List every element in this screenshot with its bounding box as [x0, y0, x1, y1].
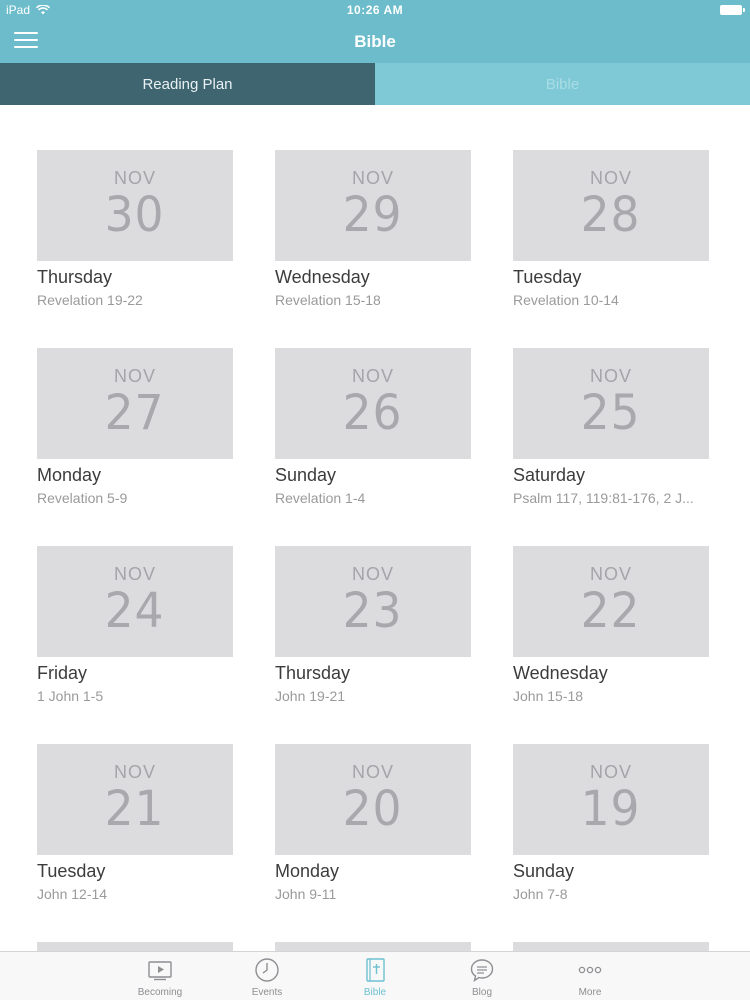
date-tile	[275, 744, 471, 855]
date-day: 19	[581, 781, 641, 837]
reading-card[interactable]	[37, 744, 233, 902]
tab-becoming[interactable]	[115, 956, 205, 998]
reading-weekday: Tuesday	[513, 267, 582, 287]
date-tile	[275, 546, 471, 657]
date-tile	[37, 546, 233, 657]
date-day: 23	[343, 583, 403, 639]
reading-passage: John 7-8	[513, 886, 568, 902]
reading-card[interactable]	[513, 348, 709, 506]
more-dots-icon	[576, 956, 604, 984]
reading-card[interactable]	[37, 942, 233, 951]
date-day: 25	[581, 385, 641, 441]
date-day: 29	[343, 187, 403, 243]
reading-card[interactable]	[513, 942, 709, 951]
date-month: NOV	[589, 564, 632, 584]
date-tile	[513, 744, 709, 855]
tab-bible-nav[interactable]	[330, 956, 420, 998]
tab-blog[interactable]	[437, 956, 527, 998]
reading-passage: Revelation 19-22	[37, 292, 143, 308]
reading-weekday: Monday	[275, 861, 340, 881]
status-time: 10:26 AM	[346, 3, 404, 17]
date-tile	[513, 942, 709, 951]
reading-plan-grid	[0, 105, 750, 951]
date-month: NOV	[113, 762, 156, 782]
reading-card[interactable]	[275, 942, 471, 951]
page-title: Bible	[354, 32, 396, 51]
reading-card[interactable]	[513, 150, 709, 308]
date-tile	[275, 942, 471, 951]
date-month: NOV	[113, 564, 156, 584]
reading-weekday: Saturday	[513, 465, 586, 485]
tab-label: More	[578, 987, 602, 998]
reading-weekday: Sunday	[513, 861, 575, 881]
date-month: NOV	[113, 366, 156, 386]
date-day: 26	[343, 385, 403, 441]
reading-card[interactable]	[37, 546, 233, 704]
date-month: NOV	[113, 168, 156, 188]
date-tile	[513, 546, 709, 657]
reading-card[interactable]	[275, 546, 471, 704]
date-tile	[37, 744, 233, 855]
date-tile	[275, 150, 471, 261]
tab-label: Becoming	[137, 987, 183, 998]
date-month: NOV	[351, 168, 394, 188]
date-tile	[513, 348, 709, 459]
reading-passage: Revelation 10-14	[513, 292, 619, 308]
reading-card[interactable]	[37, 150, 233, 308]
tab-bible[interactable]: Bible	[375, 63, 750, 105]
navigation-bar	[0, 20, 750, 63]
reading-passage: John 19-21	[275, 688, 346, 704]
reading-weekday: Sunday	[275, 465, 337, 485]
reading-card[interactable]	[275, 150, 471, 308]
reading-passage: Revelation 15-18	[275, 292, 381, 308]
reading-passage: John 9-11	[275, 886, 337, 902]
reading-weekday: Thursday	[275, 663, 351, 683]
battery-icon	[720, 5, 742, 15]
reading-passage: John 12-14	[37, 886, 108, 902]
tab-more[interactable]	[545, 956, 635, 998]
date-tile	[275, 348, 471, 459]
play-video-icon	[146, 956, 174, 984]
reading-card[interactable]	[513, 546, 709, 704]
date-tile	[37, 942, 233, 951]
date-month: NOV	[589, 762, 632, 782]
bible-book-icon	[361, 956, 389, 984]
tab-label: Events	[251, 987, 283, 998]
reading-passage: John 15-18	[513, 688, 584, 704]
reading-weekday: Monday	[37, 465, 102, 485]
carrier-label: iPad	[6, 3, 31, 17]
date-day: 30	[105, 187, 165, 243]
reading-passage: Psalm 117, 119:81-176, 2 J...	[513, 490, 694, 506]
date-month: NOV	[589, 366, 632, 386]
reading-weekday: Friday	[37, 663, 88, 683]
reading-weekday: Wednesday	[513, 663, 608, 683]
date-month: NOV	[351, 564, 394, 584]
tab-label: Bible	[363, 987, 387, 998]
date-day: 28	[581, 187, 641, 243]
reading-passage: 1 John 1-5	[37, 688, 104, 704]
reading-weekday: Wednesday	[275, 267, 370, 287]
date-month: NOV	[351, 762, 394, 782]
reading-card[interactable]	[513, 744, 709, 902]
bottom-tab-bar	[0, 951, 750, 1000]
date-month: NOV	[351, 366, 394, 386]
tab-events[interactable]	[222, 956, 312, 998]
speech-bubble-icon	[468, 956, 496, 984]
date-tile	[37, 348, 233, 459]
reading-passage: Revelation 1-4	[275, 490, 366, 506]
reading-passage: Revelation 5-9	[37, 490, 128, 506]
date-day: 27	[105, 385, 165, 441]
reading-card[interactable]	[275, 744, 471, 902]
date-month: NOV	[589, 168, 632, 188]
date-day: 21	[105, 781, 165, 837]
date-day: 24	[105, 583, 165, 639]
date-day: 22	[581, 583, 641, 639]
reading-card[interactable]	[37, 348, 233, 506]
reading-weekday: Tuesday	[37, 861, 106, 881]
date-tile	[513, 150, 709, 261]
segmented-control	[0, 63, 750, 105]
date-tile	[37, 150, 233, 261]
reading-weekday: Thursday	[37, 267, 113, 287]
reading-card[interactable]	[275, 348, 471, 506]
tab-label: Blog	[471, 987, 492, 998]
clock-icon	[253, 956, 281, 984]
tab-reading-plan[interactable]: Reading Plan	[0, 63, 375, 105]
status-bar	[0, 0, 750, 20]
date-day: 20	[343, 781, 403, 837]
